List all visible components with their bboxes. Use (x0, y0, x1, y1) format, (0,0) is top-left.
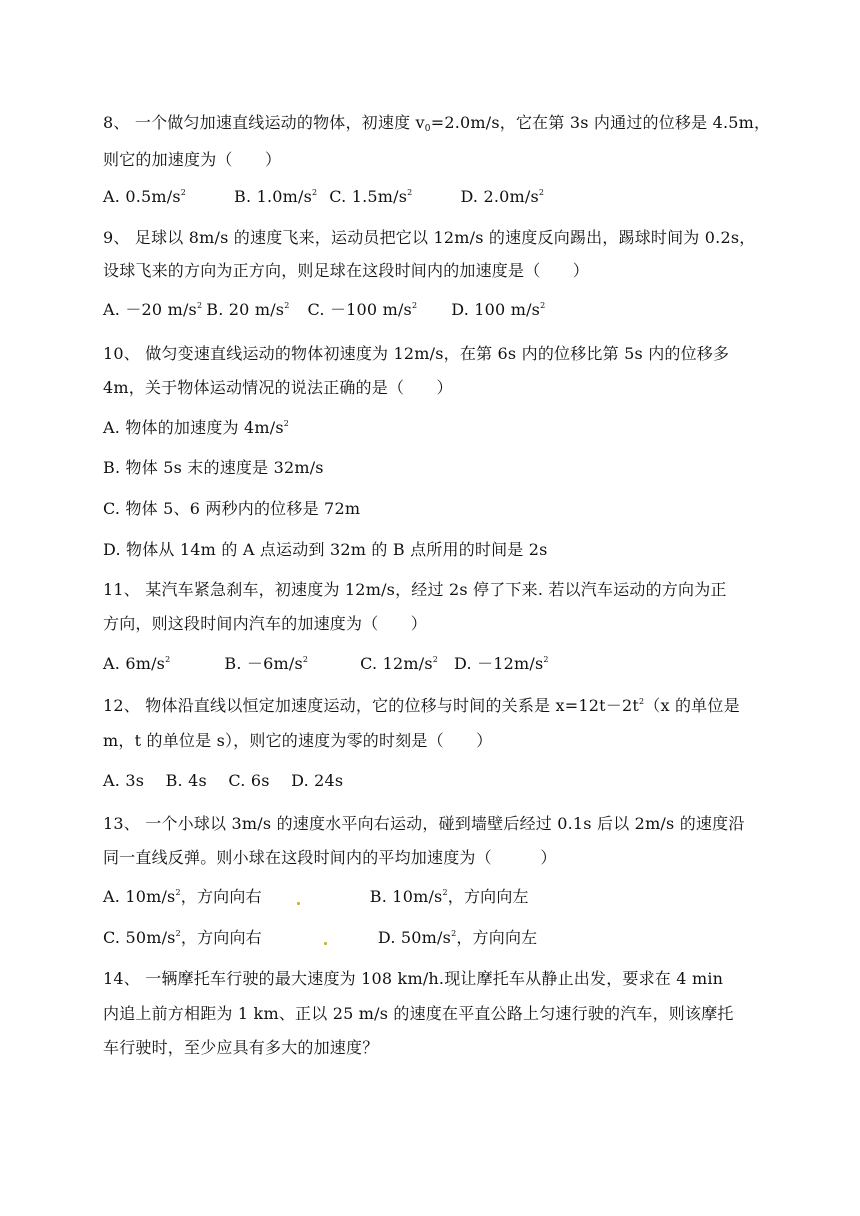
q9-option-c: C. －100 $m/s^2$ (307, 300, 418, 319)
q10-option-c: C. 物体 5、6 两秒内的位移是 72m (103, 499, 361, 518)
q8-option-d: D. $2.0m/s^2$ (460, 187, 545, 206)
q12-options: A. 3s B. 4s C. 6s D. 24s (103, 771, 344, 790)
q13-stem-line1: 13、 一个小球以 3m/s 的速度水平向右运动，碰到墙壁后经过 0.1s 后以 2m/s 的速度沿 (103, 814, 745, 833)
q11-option-c: C. $12m/s^2$ (360, 654, 439, 673)
q9-options (103, 300, 545, 320)
q11-option-a: A. $6m/s^2$ (103, 654, 171, 673)
q13-options-row1 (103, 887, 529, 907)
q8-subscript: 0 (424, 124, 431, 134)
q8-option-c: C. $1.5m/s^2$ (329, 187, 413, 206)
q13-option-c: C. $50m/s^2$，方向向右 (103, 928, 262, 947)
q11-option-d: D. $-12m/s^2$ (454, 654, 549, 673)
q10-option-b: B. 物体 5s 末的速度是 32m/s (103, 458, 324, 477)
q8-options (103, 187, 544, 207)
stray-dot-mark (297, 902, 300, 905)
q8-stem-text-b: =2.0m/s，它在第 3s 内通过的位移是 4.5m， (430, 113, 771, 132)
stray-dot-mark (324, 942, 327, 945)
q8-option-a: A. $0.5m/s^2$ (103, 187, 187, 206)
q9-option-b: B. 20 $m/s^2$ (206, 300, 290, 319)
q13-stem-line2: 同一直线反弹。则小球在这段时间内的平均加速度为（ ） (103, 848, 557, 867)
q9-option-d: D. 100 $m/s^2$ (451, 300, 546, 319)
q10-option-d: D. 物体从 14m 的 A 点运动到 32m 的 B 点所用的时间是 2s (103, 540, 548, 559)
q13-option-a: A. $10m/s^2$，方向向右 (103, 887, 262, 906)
q8-stem-text-a: 8、 一个做匀加速直线运动的物体，初速度 v (103, 113, 425, 132)
q12-stem-line1: 12、 物体沿直线以恒定加速度运动，它的位移与时间的关系是 $x=12t-2t^2(x$ 的单位是 (103, 696, 740, 715)
q11-stem-line2: 方向，则这段时间内汽车的加速度为（ ） (103, 614, 428, 633)
q13-option-d: D. $50m/s^2$，方向向左 (377, 928, 538, 947)
q8-option-b: B. $1.0m/s^2$ (234, 187, 318, 206)
q13-options-row2 (103, 928, 537, 948)
q14-stem-line2: 内追上前方相距为 1 km、正以 25 m/s 的速度在平直公路上匀速行驶的汽车，则该摩托 (103, 1004, 734, 1023)
q9-option-a: A. －20 $m/s^2$ (103, 300, 203, 319)
q12-stem-line2: m，t 的单位是 s），则它的速度为零的时刻是（ ） (103, 731, 493, 750)
q9-stem-line1: 9、 足球以 8m/s 的速度飞来，运动员把它以 12m/s 的速度反向踢出，踢球时间为 0.2s， (103, 228, 756, 247)
q10-option-a: A. 物体的加速度为 $4m/s^2$ (103, 418, 290, 437)
q10-stem-line2: 4m，关于物体运动情况的说法正确的是（ ） (103, 378, 453, 397)
q11-option-b: B. $-6m/s^2$ (224, 654, 309, 673)
q9-stem-line2: 设球飞来的方向为正方向，则足球在这段时间内的加速度是（ ） (103, 261, 590, 280)
q14-stem-line3: 车行驶时，至少应具有多大的加速度？ (103, 1038, 379, 1057)
q11-stem-line1: 11、 某汽车紧急刹车，初速度为 12m/s，经过 2s 停了下来. 若以汽车运动的方向为正 (103, 580, 727, 599)
q14-stem-line1: 14、 一辆摩托车行驶的最大速度为 108 km/h.现让摩托车从静止出发，要求在 4 min (103, 969, 724, 988)
q10-stem-line1: 10、 做匀变速直线运动的物体初速度为 12m/s，在第 6s 内的位移比第 5s 内的位移多 (103, 344, 730, 363)
q8-stem-line1 (103, 113, 770, 133)
q8-stem-line2: 则它的加速度为（ ） (103, 150, 282, 169)
q11-options (103, 654, 549, 674)
q13-option-b: B. $10m/s^2$，方向向左 (369, 887, 529, 906)
